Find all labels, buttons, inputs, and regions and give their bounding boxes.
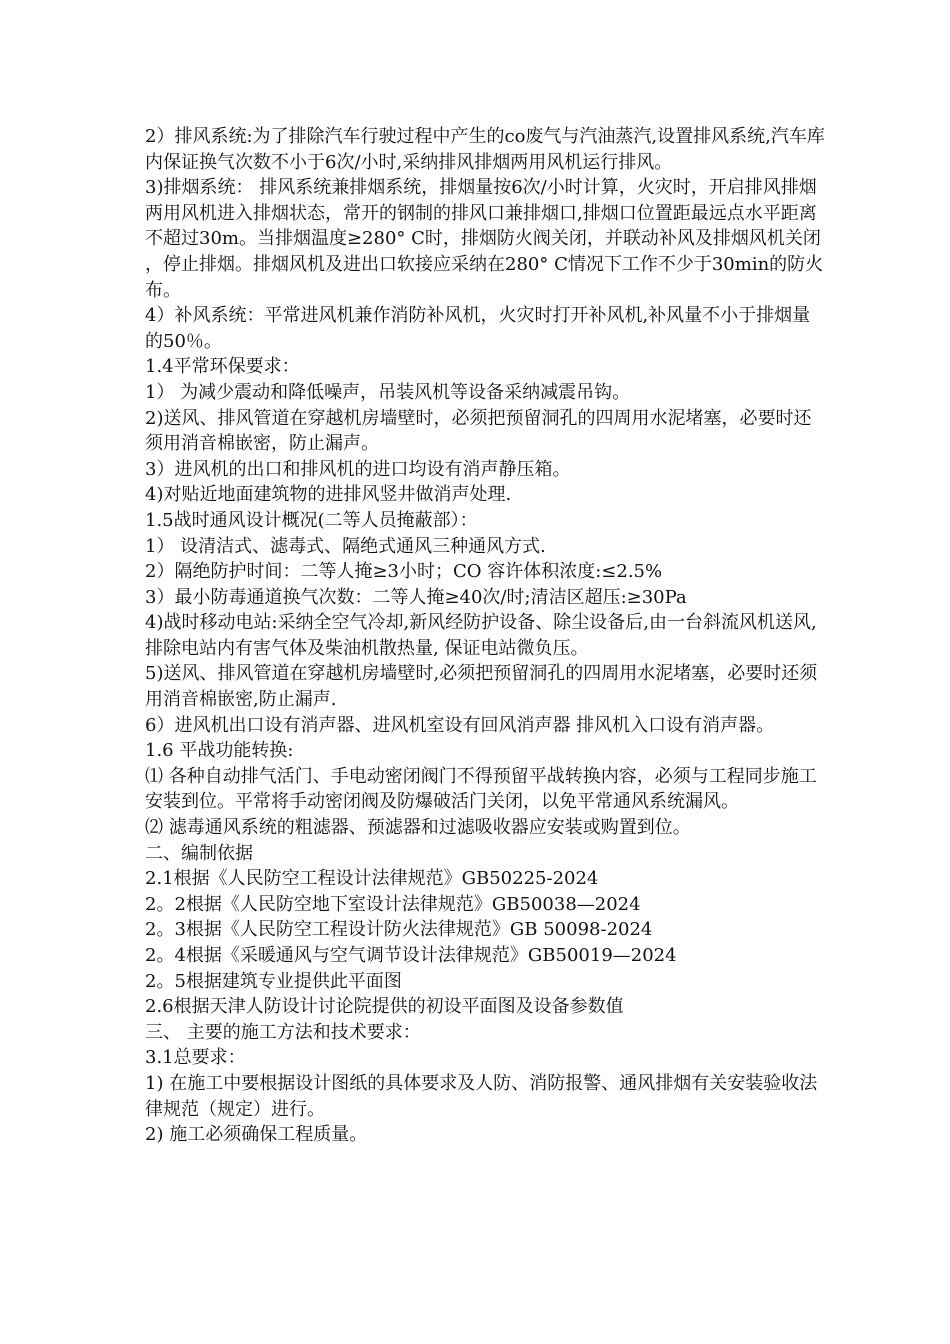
list-item: 1) 在施工中要根据设计图纸的具体要求及人防、消防报警、通风排烟有关安装验收法律规范（规定）进行。 xyxy=(145,1072,818,1120)
paragraph-air-supply-system: 4）补风系统：平常进风机兼作消防补风机，火灾时打开补风机,补风量不小于排烟量的50％。 xyxy=(145,305,811,352)
section-heading-1-6: 1.6 平战功能转换: xyxy=(145,740,294,762)
section-heading-1-5: 1.5战时通风设计概况(二等人员掩蔽部）： xyxy=(145,509,478,531)
section-heading-3-1: 3.1总要求： xyxy=(145,1047,246,1069)
list-item: 6）进风机出口设有消声器、进风机室设有回风消声器 排风机入口设有消声器。 xyxy=(145,714,775,736)
list-item: ⑴ 各种自动排气活门、手电动密闭阀门不得预留平战转换内容，必须与工程同步施工安装到位。平常将手动密闭阀及防爆破活门关闭，以免平常通风系统漏风。 xyxy=(145,765,817,813)
list-item: 2)送风、排风管道在穿越机房墙壁时，必须把预留洞孔的四周用水泥堵塞，必要时还须用消音棉嵌密，防止漏声。 xyxy=(145,407,812,455)
list-item: ⑵ 滤毒通风系统的粗滤器、预滤器和过滤吸收器应安装或购置到位。 xyxy=(145,817,691,839)
paragraph-exhaust-system: 2）排风系统:为了排除汽车行驶过程中产生的co废气与汽油蒸汽,设置排风系统,汽车库内保证换气次数不小于6次/小时,采纳排风排烟两用风机运行排风。 xyxy=(145,126,825,173)
list-item: 2.6根据天津人防设计讨论院提供的初设平面图及设备参数值 xyxy=(145,996,624,1018)
document-body xyxy=(145,124,825,1148)
list-item: 4)战时移动电站:采纳全空气冷却,新风经防护设备、除尘设备后,由一台斜流风机送风,排除电站内有害气体及柴油机散热量, 保证电站微负压。 xyxy=(145,612,817,659)
list-item: 1） 为减少震动和降低噪声，吊装风机等设备采纳减震吊钩。 xyxy=(145,381,631,403)
list-item: 5)送风、排风管道在穿越机房墙壁时,必须把预留洞孔的四周用水泥堵塞，必要时还须用消音棉嵌密,防止漏声. xyxy=(145,663,818,711)
list-item: 2。4根据《采暖通风与空气调节设计法律规范》GB50019—2024 xyxy=(145,945,677,966)
section-heading-methods: 三、 主要的施工方法和技术要求： xyxy=(145,1021,421,1043)
list-item: 4)对贴近地面建筑物的进排风竖井做消声处理. xyxy=(145,484,512,506)
list-item: 3）进风机的出口和排风机的进口均设有消声静压箱。 xyxy=(145,458,571,480)
list-item: 2）隔绝防护时间：二等人掩≥3小时；CO 容许体积浓度:≤2.5% xyxy=(145,561,663,583)
list-item: 2.1根据《人民防空工程设计法律规范》GB50225-2024 xyxy=(145,868,599,890)
section-heading-basis: 二、编制依据 xyxy=(145,842,253,864)
section-heading-1-4: 1.4平常环保要求： xyxy=(145,356,300,378)
list-item: 3）最小防毒通道换气次数：二等人掩≥40次/时;清洁区超压:≥30Pa xyxy=(145,586,687,608)
list-item: 2。2根据《人民防空地下室设计法律规范》GB50038—2024 xyxy=(145,893,641,915)
list-item: 1） 设清洁式、滤毒式、隔绝式通风三种通风方式. xyxy=(145,535,546,557)
list-item: 2) 施工必须确保工程质量。 xyxy=(145,1124,368,1146)
list-item: 2。3根据《人民防空工程设计防火法律规范》GB 50098-2024 xyxy=(145,919,653,941)
paragraph-smoke-exhaust-system: 3)排烟系统： 排风系统兼排烟系统，排烟量按6次/小时计算，火灾时，开启排风排烟两用风机进入排烟状态，常开的钢制的排风口兼排烟口,排烟口位置距最远点水平距离不超过30m。当排烟温度≥280° C时，排烟防火阀关闭，并联动补风及排烟风机关闭，停止排烟。排烟风机及进出口软接应采纳在280° C情况下工作不少于30min的防火布。 xyxy=(145,177,824,301)
list-item: 2。5根据建筑专业提供此平面图 xyxy=(145,970,402,992)
